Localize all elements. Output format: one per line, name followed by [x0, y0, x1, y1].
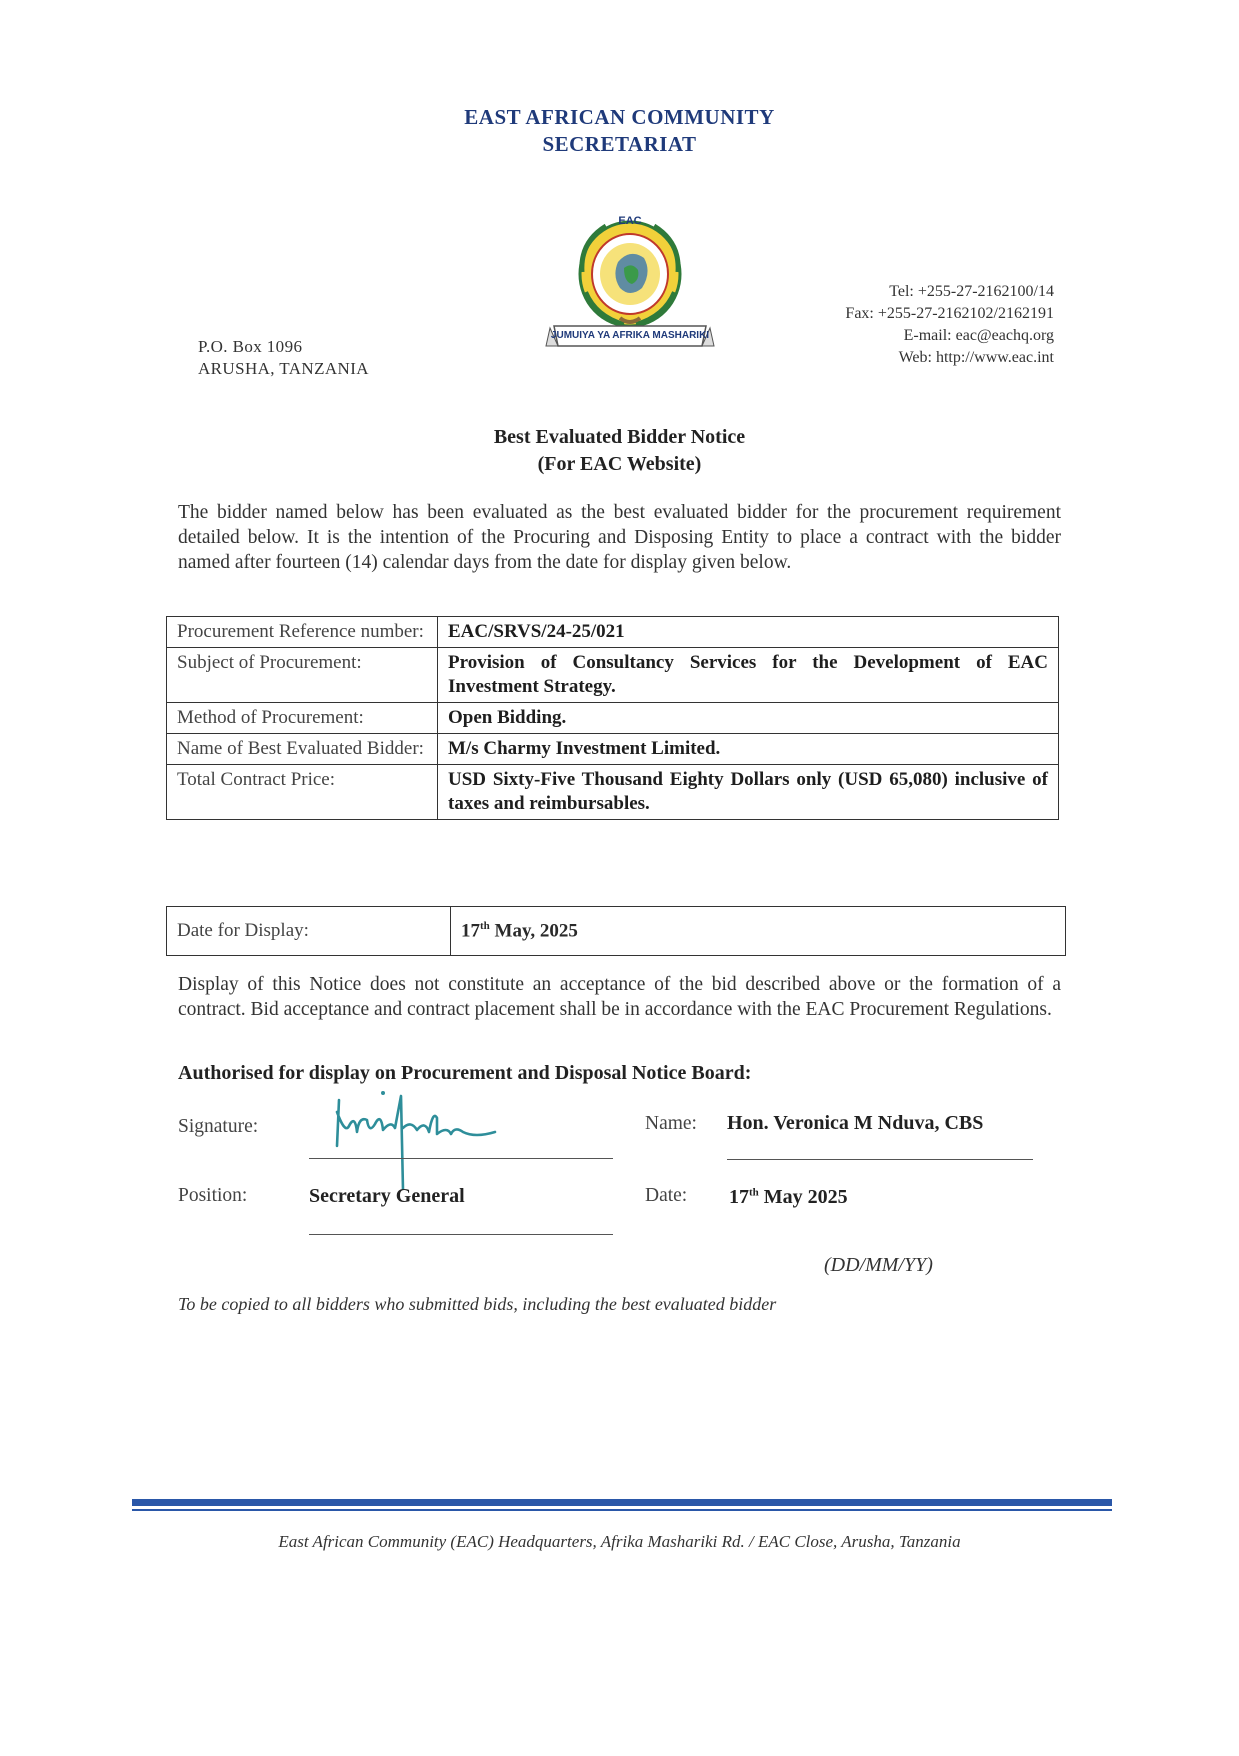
notice-title-main: Best Evaluated Bidder Notice: [493, 426, 746, 448]
signature-line: [309, 1158, 613, 1159]
row-value: USD Sixty-Five Thousand Eighty Dollars only (USD 65,080) inclusive of taxes and reimbursables.: [438, 765, 1059, 820]
footer-address: East African Community (EAC) Headquarters, Afrika Mashariki Rd. / EAC Close, Arusha, Tanzania: [278, 1532, 961, 1551]
contact-details: [845, 281, 1054, 369]
position-line: [309, 1234, 613, 1235]
eac-logo: [540, 212, 720, 362]
table-row: [167, 703, 1059, 734]
signed-day: 17: [729, 1186, 749, 1208]
name-line: [727, 1159, 1033, 1160]
display-date-value: [451, 907, 1066, 956]
row-label: Subject of Procurement:: [167, 648, 438, 703]
row-value: Provision of Consultancy Services for the Development of EAC Investment Strategy.: [438, 648, 1059, 703]
table-row: [167, 648, 1059, 703]
table-row: [167, 907, 1066, 956]
row-label: Total Contract Price:: [167, 765, 438, 820]
position-value: Secretary General: [309, 1185, 465, 1207]
notice-subtitle: (For EAC Website): [537, 453, 702, 475]
row-value: Open Bidding.: [438, 703, 1059, 734]
org-name-line2: SECRETARIAT: [542, 132, 697, 156]
row-value: M/s Charmy Investment Limited.: [438, 734, 1059, 765]
row-label: Procurement Reference number:: [167, 617, 438, 648]
procurement-table: [166, 616, 1059, 820]
signed-month-year: May 2025: [758, 1186, 848, 1208]
row-label: Method of Procurement:: [167, 703, 438, 734]
notice-title: [0, 424, 1239, 478]
email: E-mail: eac@eachq.org: [903, 327, 1054, 344]
footer-rule-thin: [132, 1509, 1112, 1511]
po-box: P.O. Box 1096: [198, 337, 303, 356]
signed-day-suffix: th: [749, 1186, 759, 1199]
row-value: EAC/SRVS/24-25/021: [438, 617, 1059, 648]
date-label: Date:: [645, 1185, 688, 1206]
name-label: Name:: [645, 1113, 697, 1134]
display-day: 17: [461, 920, 480, 942]
intro-paragraph: The bidder named below has been evaluated as the best evaluated bidder for the procurement requirement detailed below. It is the intention of the Procuring and Disposing Entity to place a contract with the bidder named after fourteen (14) calendar days from the date for display given below.: [178, 502, 1061, 573]
footer-rule-thick: [132, 1499, 1112, 1506]
table-row: [167, 734, 1059, 765]
position-label: Position:: [178, 1185, 248, 1206]
display-day-suffix: th: [480, 919, 490, 932]
organization-name: [0, 104, 1239, 158]
table-row: [167, 617, 1059, 648]
signed-date: [729, 1186, 848, 1209]
logo-top-text: EAC: [618, 215, 642, 227]
signature: [325, 1090, 555, 1195]
date-format: (DD/MM/YY): [824, 1254, 933, 1276]
telephone: Tel: +255-27-2162100/14: [889, 283, 1054, 300]
fax: Fax: +255-27-2162102/2162191: [845, 305, 1054, 322]
display-date-label: Date for Display:: [167, 907, 451, 956]
signatory-name: Hon. Veronica M Nduva, CBS: [727, 1112, 984, 1134]
table-row: [167, 765, 1059, 820]
display-month-year: May, 2025: [489, 920, 578, 942]
row-label: Name of Best Evaluated Bidder:: [167, 734, 438, 765]
logo-ribbon-text: JUMUIYA YA AFRIKA MASHARIKI: [550, 330, 710, 341]
disclaimer-paragraph: Display of this Notice does not constitute an acceptance of the bid described above or the formation of a contract. Bid acceptance and contract placement shall be in accordance with the EAC Procurement Regulations.: [178, 974, 1061, 1020]
city: ARUSHA, TANZANIA: [198, 359, 369, 378]
copied-note: To be copied to all bidders who submitted bids, including the best evaluated bidder: [178, 1294, 777, 1314]
postal-address: [198, 336, 369, 380]
authorisation-heading: Authorised for display on Procurement and Disposal Notice Board:: [178, 1062, 752, 1084]
display-date-table: [166, 906, 1066, 956]
org-name-line1: EAST AFRICAN COMMUNITY: [464, 105, 775, 129]
website: Web: http://www.eac.int: [898, 349, 1054, 366]
signature-label: Signature:: [178, 1116, 259, 1137]
handwritten-signature-icon: [325, 1090, 555, 1190]
